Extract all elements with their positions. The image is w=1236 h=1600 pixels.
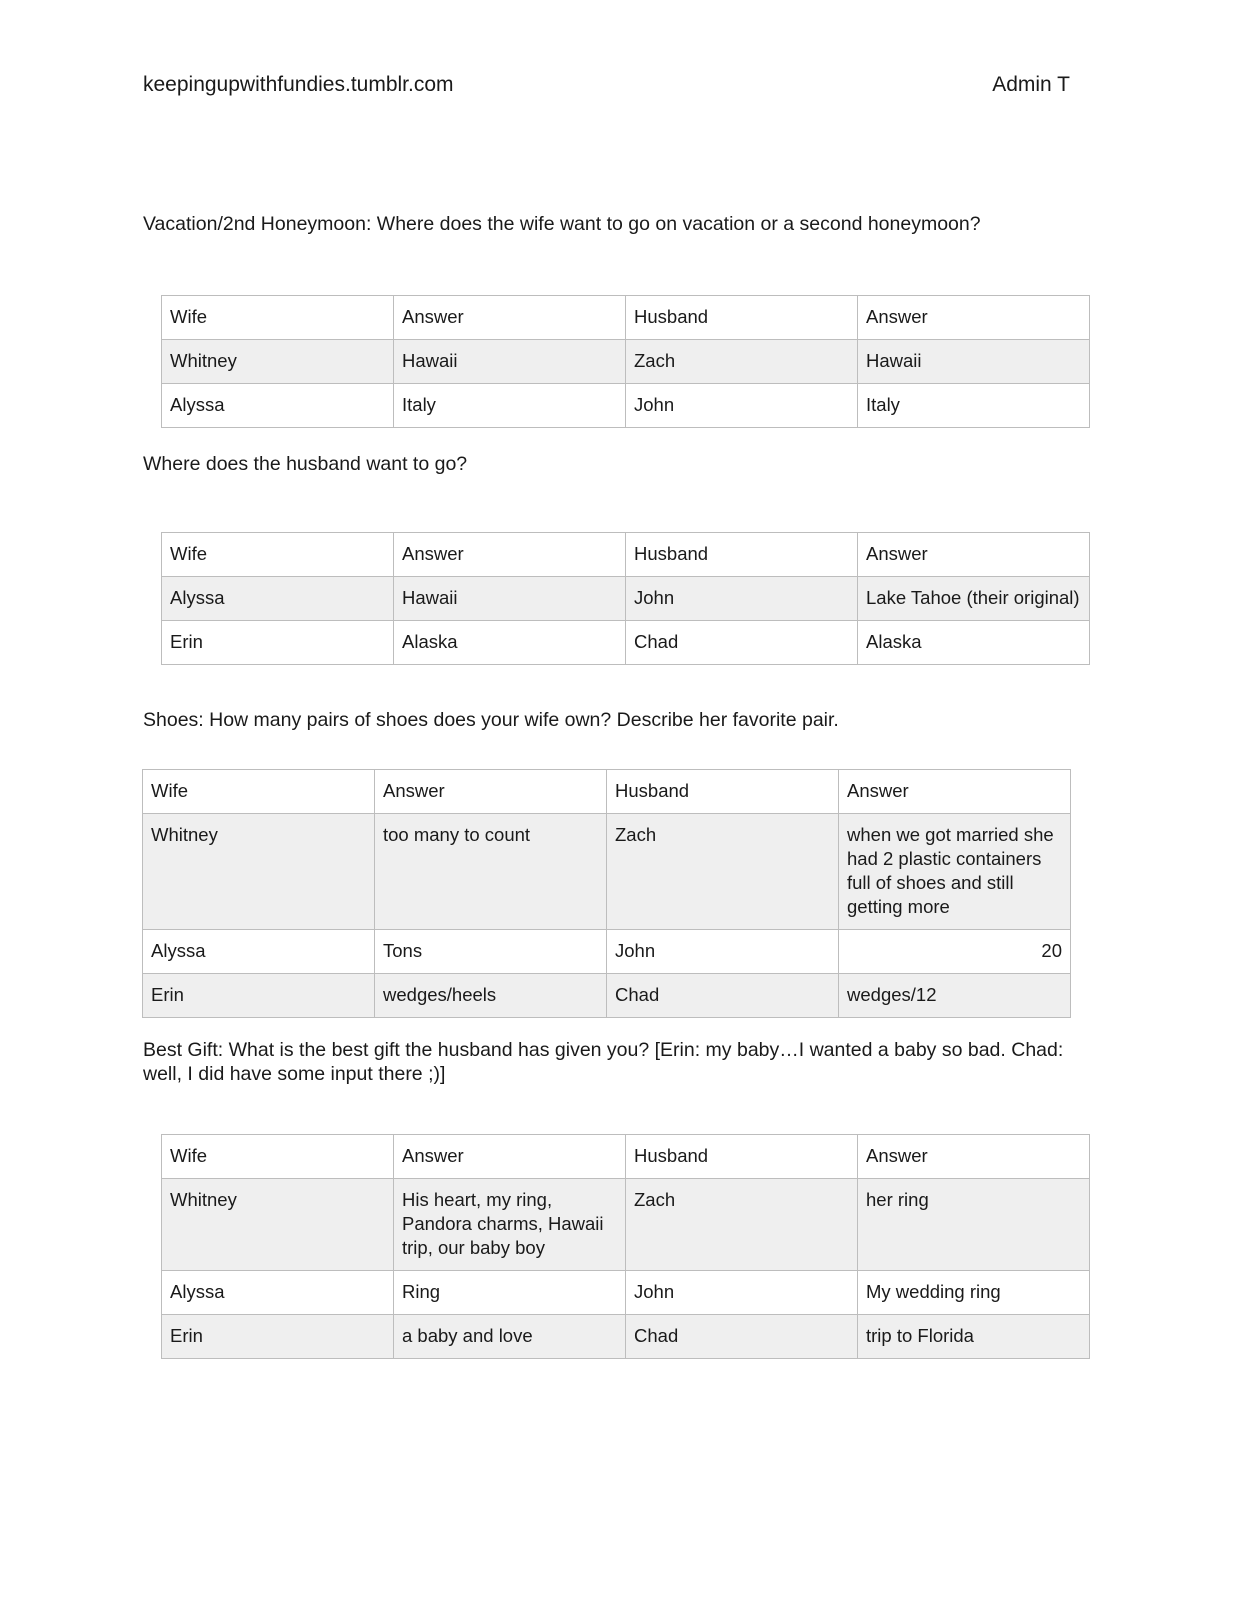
table-header-row [143,770,1071,814]
table-row [162,577,1090,621]
wife-cell: Erin [162,1315,394,1359]
question-shoes: Shoes: How many pairs of shoes does your wife own? Describe her favorite pair. [143,709,839,731]
husband-cell: Zach [607,814,839,930]
header-cell: Answer [858,1135,1090,1179]
wife-answer-cell: wedges/heels [375,974,607,1018]
header-cell: Husband [626,296,858,340]
table-header-row [162,296,1090,340]
husband-answer-cell: when we got married she had 2 plastic containers full of shoes and still getting more [839,814,1071,930]
header-cell: Answer [375,770,607,814]
wife-cell: Whitney [162,340,394,384]
husband-cell: John [626,384,858,428]
husband-cell: Zach [626,1179,858,1271]
author-label: Admin T [992,73,1070,96]
wife-answer-cell: Hawaii [394,577,626,621]
table-row [143,814,1071,930]
husband-answer-cell: My wedding ring [858,1271,1090,1315]
answers-table-best-gift [161,1134,1090,1359]
header-cell: Wife [162,296,394,340]
page-header [143,70,1070,100]
header-cell: Answer [858,533,1090,577]
header-cell: Answer [858,296,1090,340]
table-row [162,384,1090,428]
husband-answer-cell: Italy [858,384,1090,428]
husband-cell: Chad [607,974,839,1018]
header-cell: Wife [162,533,394,577]
wife-cell: Alyssa [162,384,394,428]
wife-cell: Whitney [143,814,375,930]
header-cell: Answer [394,1135,626,1179]
husband-answer-cell: wedges/12 [839,974,1071,1018]
table-row [162,621,1090,665]
husband-answer-cell: Alaska [858,621,1090,665]
header-cell: Answer [839,770,1071,814]
wife-answer-cell: a baby and love [394,1315,626,1359]
header-cell: Husband [626,1135,858,1179]
wife-answer-cell: too many to count [375,814,607,930]
wife-answer-cell: Tons [375,930,607,974]
husband-answer-cell: trip to Florida [858,1315,1090,1359]
header-cell: Answer [394,296,626,340]
answers-table-shoes [142,769,1071,1018]
table-row [162,340,1090,384]
wife-cell: Alyssa [162,1271,394,1315]
husband-cell: John [607,930,839,974]
table-header-row [162,533,1090,577]
header-cell: Husband [607,770,839,814]
table-row [162,1271,1090,1315]
wife-cell: Whitney [162,1179,394,1271]
husband-answer-cell: Hawaii [858,340,1090,384]
wife-answer-cell: Italy [394,384,626,428]
answers-table-vacation [161,295,1090,428]
table-row [162,1315,1090,1359]
header-cell: Wife [162,1135,394,1179]
husband-cell: John [626,577,858,621]
table-row [143,974,1071,1018]
header-cell: Husband [626,533,858,577]
husband-cell: Zach [626,340,858,384]
question-best-gift: Best Gift: What is the best gift the husband has given you? [Erin: my baby…I wanted a baby so bad. Chad: well, I did have some input there ;)] [143,1039,1064,1085]
wife-answer-cell: Alaska [394,621,626,665]
header-cell: Answer [394,533,626,577]
question-vacation: Vacation/2nd Honeymoon: Where does the wife want to go on vacation or a second honeymoon? [143,213,981,235]
wife-answer-cell: Ring [394,1271,626,1315]
answers-table-husband-destination [161,532,1090,665]
husband-answer-cell: her ring [858,1179,1090,1271]
header-cell: Wife [143,770,375,814]
table-row [162,1179,1090,1271]
site-url: keepingupwithfundies.tumblr.com [143,73,454,96]
wife-cell: Erin [162,621,394,665]
husband-cell: Chad [626,621,858,665]
husband-answer-cell: 20 [839,930,1071,974]
wife-cell: Erin [143,974,375,1018]
wife-answer-cell: Hawaii [394,340,626,384]
wife-answer-cell: His heart, my ring, Pandora charms, Hawaii trip, our baby boy [394,1179,626,1271]
husband-answer-cell: Lake Tahoe (their original) [858,577,1090,621]
wife-cell: Alyssa [162,577,394,621]
table-row [143,930,1071,974]
table-header-row [162,1135,1090,1179]
wife-cell: Alyssa [143,930,375,974]
husband-cell: Chad [626,1315,858,1359]
question-husband-destination: Where does the husband want to go? [143,453,468,475]
husband-cell: John [626,1271,858,1315]
